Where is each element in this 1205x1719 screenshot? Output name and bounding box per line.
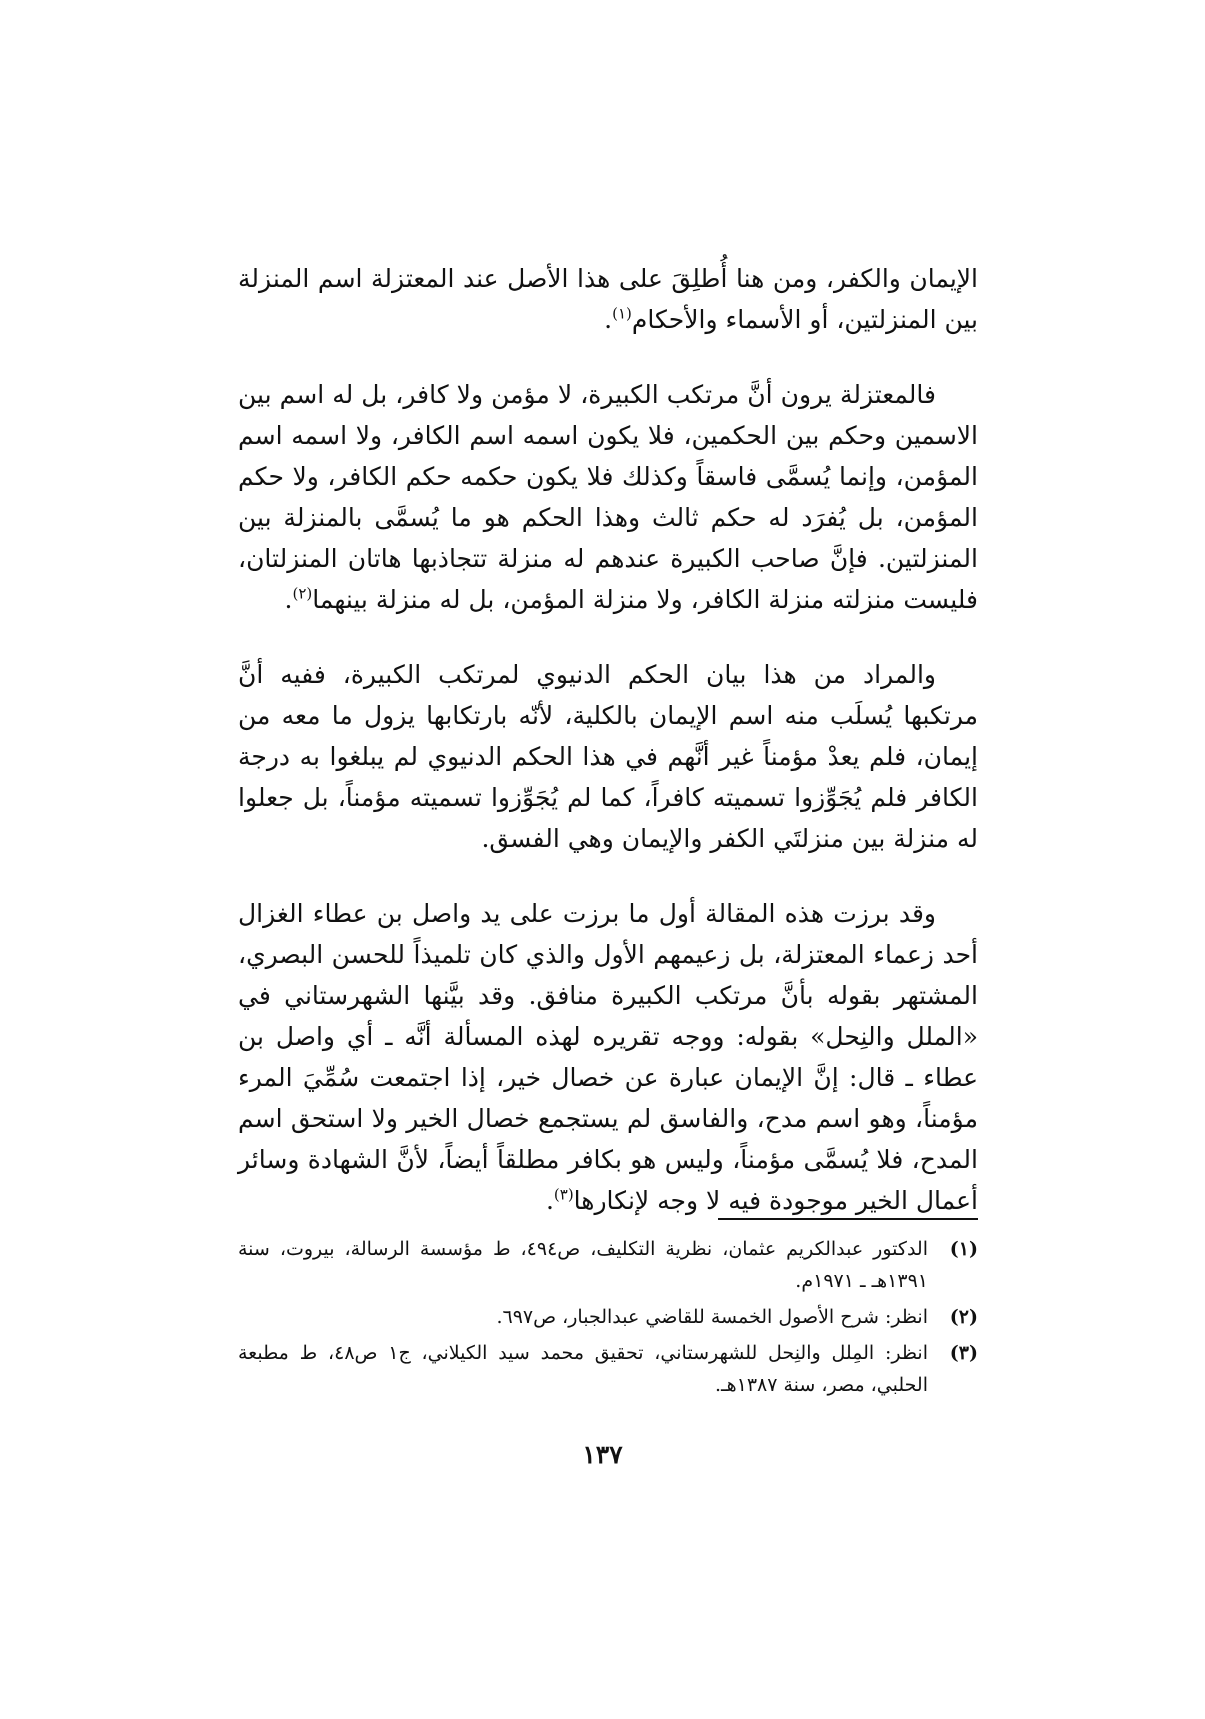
footnote-2-number: (٢) <box>949 1306 978 1328</box>
footnote-ref-2: (٢) <box>292 584 313 603</box>
main-text <box>238 258 978 1255</box>
paragraph-1 <box>238 258 978 340</box>
footnote-2-text: انظر: شرح الأصول الخمسة للقاضي عبدالجبار، ص٦٩٧. <box>496 1306 928 1328</box>
paragraph-3 <box>238 654 978 859</box>
paragraph-2-tail: . <box>284 585 293 614</box>
footnote-separator <box>718 1218 978 1220</box>
footnotes <box>238 1233 978 1405</box>
paragraph-4-text: وقد برزت هذه المقالة أول ما برزت على يد واصل بن عطاء الغزال أحد زعماء المعتزلة، بل زعيمهم الأول والذي كان تلميذاً للحسن البصري، المشتهر بقوله بأنَّ مرتكب الكبيرة منافق. وقد بيَّنها الشهرستاني في «الملل والنِحل» بقوله: ووجه تقريره لهذه المسألة أنَّه ـ أي واصل بن عطاء ـ قال: إنَّ الإيمان عبارة عن خصال خير، إذا اجتمعت سُمِّيَ المرء مؤمناً، وهو اسم مدح، والفاسق لم يستجمع خصال الخير ولا استحق اسم المدح، فلا يُسمَّى مؤمناً، وليس هو بكافر مطلقاً أيضاً، لأنَّ الشهادة وسائر أعمال الخير موجودة فيه لا وجه لإنكارها <box>238 899 978 1215</box>
footnote-1-text: الدكتور عبدالكريم عثمان، نظرية التكليف، ص٤٩٤، ط مؤسسة الرسالة، بيروت، سنة ١٣٩١هـ ـ ١٩٧١م. <box>238 1238 928 1292</box>
paragraph-3-text: والمراد من هذا بيان الحكم الدنيوي لمرتكب الكبيرة، ففيه أنَّ مرتكبها يُسلَب منه اسم الإيمان بالكلية، لأنّه بارتكابها يزول ما معه من إيمان، فلم يعدْ مؤمناً غير أنَّهم في هذا الحكم الدنيوي لم يبلغوا به درجة الكافر فلم يُجَوِّزوا تسميته كافراً، كما لم يُجَوِّزوا تسميته مؤمناً، بل جعلوا له منزلة بين منزلتَي الكفر والإيمان وهي الفسق. <box>238 660 978 853</box>
footnote-1 <box>238 1233 978 1297</box>
footnote-2 <box>238 1301 978 1333</box>
footnote-3-text: انظر: المِلل والنِحل للشهرستاني، تحقيق محمد سيد الكيلاني، ج١ ص٤٨، ط مطبعة الحلبي، مصر، سنة ١٣٨٧هـ. <box>238 1342 928 1396</box>
footnote-ref-1: (١) <box>612 304 632 323</box>
paragraph-4 <box>238 893 978 1221</box>
paragraph-2-text: فالمعتزلة يرون أنَّ مرتكب الكبيرة، لا مؤمن ولا كافر، بل له اسم بين الاسمين وحكم بين الحكمين، فلا يكون اسمه اسم الكافر، ولا اسمه اسم المؤمن، وإنما يُسمَّى فاسقاً وكذلك فلا يكون حكمه حكم الكافر، ولا حكم المؤمن، بل يُفرَد له حكم ثالث وهذا الحكم هو ما يُسمَّى بالمنزلة بين المنزلتين. فإنَّ صاحب الكبيرة عندهم له منزلة تتجاذبها هاتان المنزلتان، فليست منزلته منزلة الكافر، ولا منزلة المؤمن، بل له منزلة بينهما <box>238 380 978 614</box>
footnote-1-number: (١) <box>949 1238 978 1260</box>
page-number: ١٣٧ <box>582 1440 623 1469</box>
paragraph-1-text: الإيمان والكفر، ومن هنا أُطلِقَ على هذا الأصل عند المعتزلة اسم المنزلة بين المنزلتين، أو الأسماء والأحكام <box>238 264 978 334</box>
footnote-3 <box>238 1337 978 1401</box>
paragraph-4-tail: . <box>545 1186 554 1215</box>
paragraph-1-tail: . <box>604 305 613 334</box>
footnote-ref-3: (٣) <box>553 1185 574 1204</box>
paragraph-2 <box>238 374 978 620</box>
footnote-3-number: (٣) <box>949 1342 978 1364</box>
